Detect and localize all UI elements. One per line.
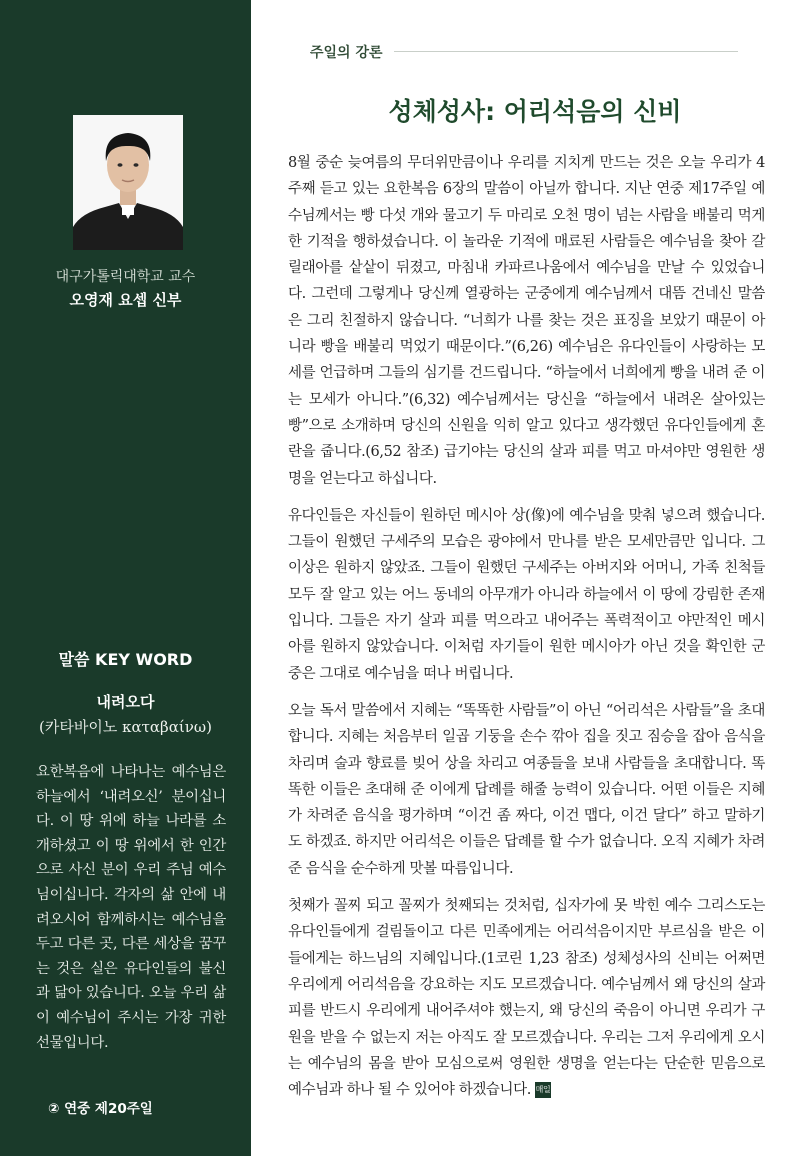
author-name: 오영재 요셉 신부 bbox=[69, 291, 182, 309]
keyword-original: (카타바이노 καταβαίνω) bbox=[39, 718, 212, 736]
article-body bbox=[288, 150, 765, 1114]
liturgical-week-label: ② 연중 제20주일 bbox=[48, 1101, 153, 1117]
paragraph-1: 8월 중순 늦여름의 무더위만큼이나 우리를 지치게 만드는 것은 오늘 우리가 4주째 듣고 있는 요한복음 6장의 말씀이 아닐까 합니다. 지난 연중 제17주일 예수님께서는 빵 다섯 개와 물고기 두 마리로 오천 명이 넘는 사람을 배불리 먹게 한 기적을 행하셨습니다. 이 놀라운 기적에 매료된 사람들은 예수님을 찾아 갈릴래아를 샅샅이 뒤졌고, 마침내 카파르나움에서 예수님을 만날 수 있었습니다. 그런데 그렇게나 당신께 열광하는 군중에게 예수님께서 대뜸 건네신 말씀은 그리 친절하지 않습니다. “너희가 나를 찾는 것은 표징을 보았기 때문이 아니라 빵을 배불리 먹었기 때문이다.”(6,26) 예수님은 유다인들이 사랑하는 모세를 언급하며 그들의 심기를 건드립니다. “하늘에서 너희에게 빵을 내려 준 이는 모세가 아니다.”(6,32) 예수님께서는 당신을 “하늘에서 내려온 살아있는 빵”으로 소개하며 당신의 신원을 익히 알고 있다고 생각했던 유다인들에게 혼란을 줍니다.(6,52 참조) 급기야는 당신의 살과 피를 먹고 마셔야만 영원한 생명을 얻는다고 하십니다. bbox=[288, 155, 765, 487]
author-photo bbox=[73, 115, 183, 250]
section-divider bbox=[394, 51, 738, 52]
keyword-term: 내려오다 bbox=[96, 693, 155, 711]
sidebar bbox=[0, 0, 251, 1156]
section-label: 주일의 강론 bbox=[310, 45, 383, 61]
paragraph-4-text: 첫째가 꼴찌 되고 꼴찌가 첫째되는 것처럼, 십자가에 못 박힌 예수 그리스도는 유다인들에게 걸림돌이고 다른 민족에게는 어리석음이지만 부르심을 받은 이들에게는 하느님의 지혜입니다.(1코린 1,23 참조) 성체성사의 신비는 어쩌면 우리에게 어리석음을 강요하는 지도 모르겠습니다. 예수님께서 왜 당신의 살과 피를 반드시 우리에게 내어주셔야 했는지, 왜 당신의 죽음이 아니면 우리가 구원을 받을 수 없는지 저는 아직도 잘 모르겠습니다. 우리는 그저 우리에게 오시는 예수님의 몸을 받아 모심으로써 영원한 생명을 얻는다는 단순한 믿음으로 예수님과 하나 될 수 있어야 하겠습니다. bbox=[288, 898, 765, 1099]
paragraph-2: 유다인들은 자신들이 원하던 메시아 상(像)에 예수님을 맞춰 넣으려 했습니다. 그들이 원했던 구세주의 모습은 광야에서 만나를 받은 모세만큼만 입니다. 그 이상은 원하지 않았죠. 그들이 원했던 구세주는 아버지와 어머니, 가족 친척들 모두 잘 알고 있는 어느 동네의 아무개가 아니라 하늘에서 이 땅에 강림한 존재입니다. 그들은 자기 살과 피를 먹으라고 내어주는 폭력적이고 야만적인 메시아를 원하지 않았습니다. 이처럼 자기들이 원한 메시아가 아닌 것을 확인한 군중은 그대로 예수님을 떠나 버립니다. bbox=[288, 507, 765, 682]
keyword-heading: 말씀 KEY WORD bbox=[58, 650, 193, 669]
article-title: 성체성사: 어리석음의 신비 bbox=[388, 97, 682, 126]
author-affiliation: 대구가톨릭대학교 교수 bbox=[55, 269, 196, 285]
author-portrait-image bbox=[73, 115, 183, 250]
end-mark-logo: 매일 미사 bbox=[535, 1082, 551, 1098]
paragraph-4 bbox=[288, 893, 765, 1111]
paragraph-3: 오늘 독서 말씀에서 지혜는 “똑똑한 사람들”이 아닌 “어리석은 사람들”을 초대합니다. 지혜는 처음부터 일곱 기둥을 손수 깎아 집을 짓고 짐승을 잡아 음식을 차리며 술과 향료를 빚어 상을 차리고 여종들을 보내 사람들을 초대합니다. 똑똑한 이들은 초대해 준 이에게 답례를 해줄 능력이 있습니다. 어떤 이들은 지혜가 차려준 음식을 평가하며 “이건 좀 짜다, 이건 맵다, 이건 달다” 하고 말하기도 하겠죠. 하지만 어리석은 이들은 답례를 할 수가 없습니다. 오직 지혜가 차려준 음식을 순수하게 맛볼 따름입니다. bbox=[288, 702, 765, 877]
keyword-description: 요한복음에 나타나는 예수님은 하늘에서 ‘내려오신’ 분이십니다. 이 땅 위에 하늘 나라를 소개하셨고 이 땅 위에서 한 인간으로 사신 분이 우리 주님 예수님이십니다. 각자의 삶 안에 내려오시어 함께하시는 예수님을 두고 다른 곳, 다른 세상을 꿈꾸는 것은 실은 유다인들의 불신과 닮아 있습니다. 오늘 우리 삶이 예수님이 주시는 가장 귀한 선물입니다. bbox=[36, 764, 226, 1051]
